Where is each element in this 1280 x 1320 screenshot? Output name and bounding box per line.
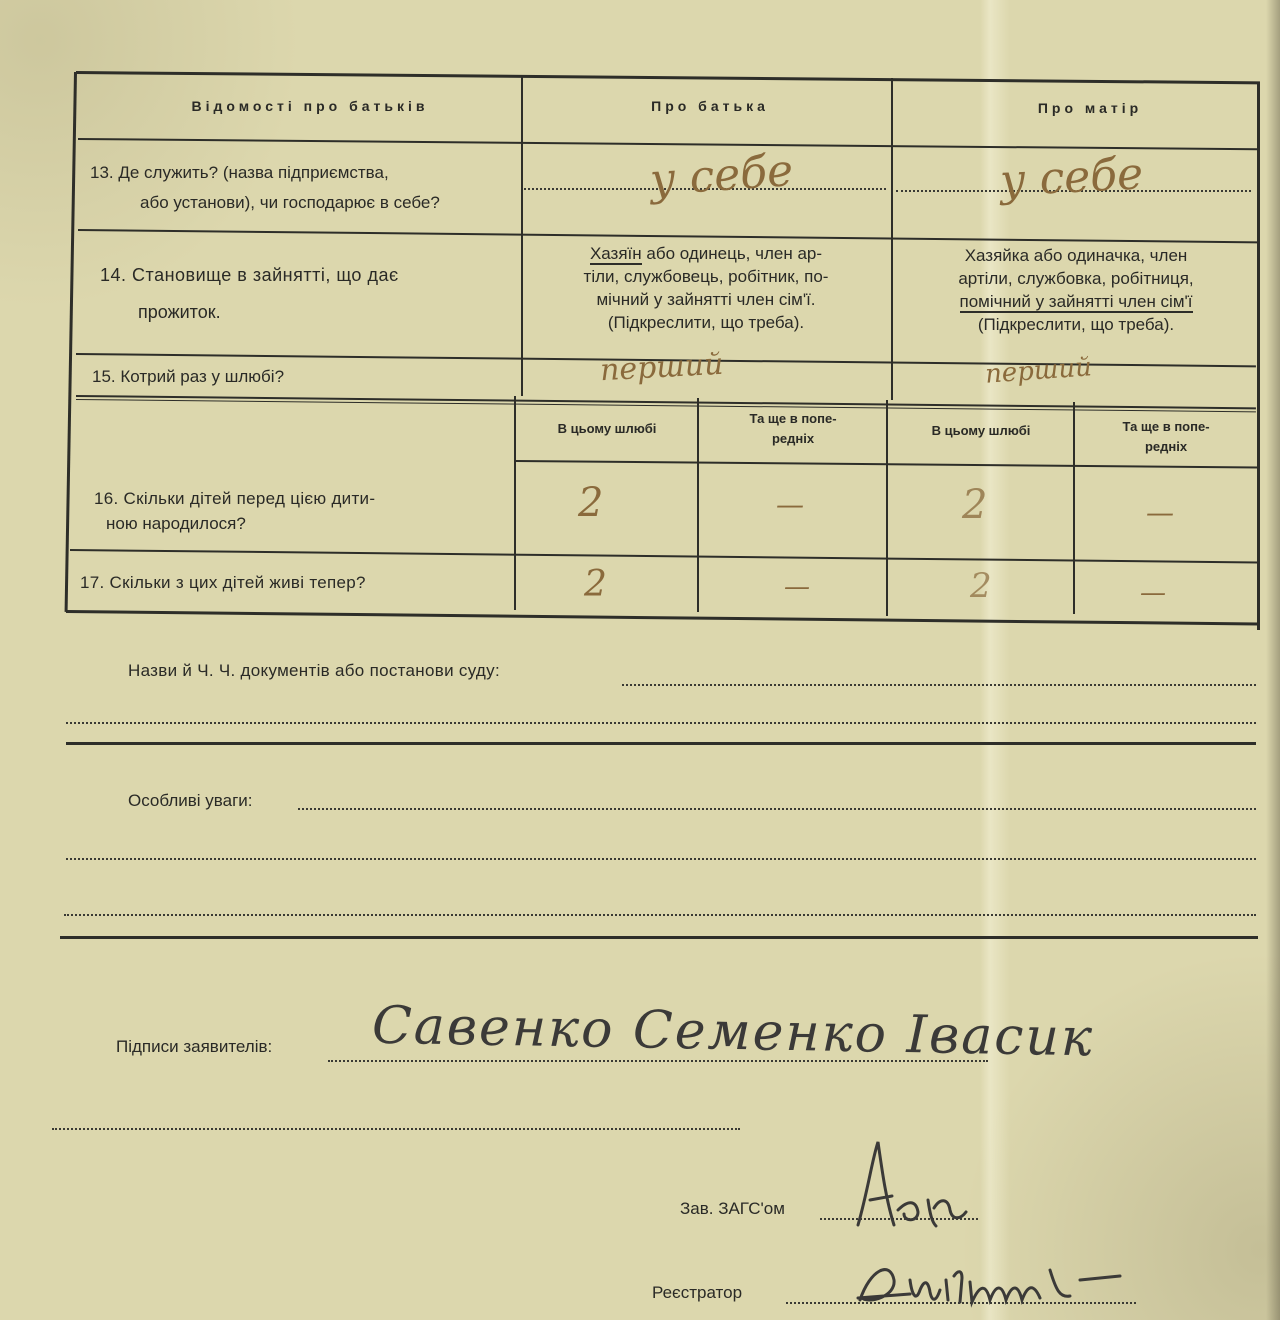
- q16-label-line1: 16. Скільки дітей перед цією дити-: [94, 489, 376, 508]
- applicants-line-2: [52, 1128, 740, 1130]
- parents-info-table: [0, 0, 1280, 640]
- header-father: Про батька: [651, 98, 769, 114]
- header-parents: Відомості про батьків: [191, 98, 429, 114]
- subheader-mother-previous-line2: редніх: [1144, 439, 1188, 454]
- documents-label: Назви й Ч. Ч. документів або постанови суду:: [128, 661, 500, 680]
- q16-mother-this: 2: [962, 482, 988, 528]
- q16-father-this: 2: [578, 480, 604, 526]
- q14-mother-option-line: Хазяйка або одиначка, член: [964, 246, 1188, 265]
- subheader-father-previous-line1: Та ще в попе-: [749, 411, 837, 426]
- q14-father-options: [528, 242, 884, 334]
- documents-separator: [66, 742, 1256, 745]
- q17-father-this: 2: [584, 564, 607, 605]
- q13-label-line1: 13. Де служить? (назва підприємства,: [90, 163, 389, 182]
- q16-label-line2: ною народилося?: [106, 514, 246, 533]
- q14-label-line2: прожиток.: [138, 302, 221, 322]
- q14-father-option-line: Хазяїн або одинець, член ар-: [589, 244, 823, 263]
- applicants-signature: Савенко Семенко Івасик: [371, 995, 1095, 1069]
- subheader-father-previous-line2: редніх: [771, 431, 815, 446]
- remarks-separator: [60, 936, 1258, 939]
- remarks-line-3: [64, 914, 1256, 916]
- q13-father-answer: у себе: [648, 145, 795, 206]
- q14-mother-option-line: артіли, службовка, робітниця,: [958, 269, 1194, 288]
- selected-option-underline: помічний у зайнятті член сім'ї: [959, 292, 1193, 311]
- q15-label: 15. Котрий раз у шлюбі?: [92, 367, 285, 386]
- q14-father-option-line: (Підкреслити, що треба).: [607, 313, 805, 332]
- q17-mother-prev: —: [1140, 578, 1166, 608]
- q16-father-prev: —: [776, 488, 804, 521]
- remarks-line-2: [66, 858, 1256, 860]
- head-label: Зав. ЗАГС'ом: [680, 1199, 785, 1218]
- q17-label: 17. Скільки з цих дітей живі тепер?: [80, 573, 366, 592]
- head-signature: [848, 1130, 988, 1240]
- registrar-signature: [850, 1240, 1140, 1320]
- subheader-mother-this-marriage: В цьому шлюбі: [931, 423, 1031, 438]
- subheader-mother-previous-line1: Та ще в попе-: [1122, 419, 1210, 434]
- q14-mother-options: [900, 244, 1252, 336]
- registrar-label: Реєстратор: [652, 1283, 743, 1302]
- q17-father-prev: —: [784, 572, 810, 602]
- remarks-line-1: [298, 808, 1256, 810]
- q14-father-option-line: тіли, службовець, робітник, по-: [583, 267, 829, 286]
- q16-mother-prev: —: [1146, 496, 1174, 529]
- q14-mother-option-line: (Підкреслити, що треба).: [977, 315, 1175, 334]
- q14-label-line1: 14. Становище в зайнятті, що дає: [100, 265, 399, 285]
- remarks-label: Особливі уваги:: [128, 791, 253, 810]
- q13-label-line2: або установи), чи господарює в себе?: [140, 193, 440, 212]
- q15-mother-answer: перший: [984, 352, 1093, 390]
- q14-mother-option-line: [900, 290, 1252, 313]
- selected-option-underline: Хазяїн: [589, 244, 642, 263]
- q15-father-answer: перший: [599, 346, 725, 389]
- header-mother: Про матір: [1037, 100, 1143, 116]
- subheader-father-this-marriage: В цьому шлюбі: [557, 421, 657, 436]
- documents-line-2: [66, 722, 1256, 724]
- documents-line-1: [622, 684, 1256, 686]
- q14-father-option-line: мічний у зайнятті член сім'ї.: [596, 290, 816, 309]
- q17-mother-this: 2: [970, 566, 992, 606]
- applicants-label: Підписи заявителів:: [116, 1037, 273, 1056]
- q13-mother-answer: у себе: [998, 148, 1145, 207]
